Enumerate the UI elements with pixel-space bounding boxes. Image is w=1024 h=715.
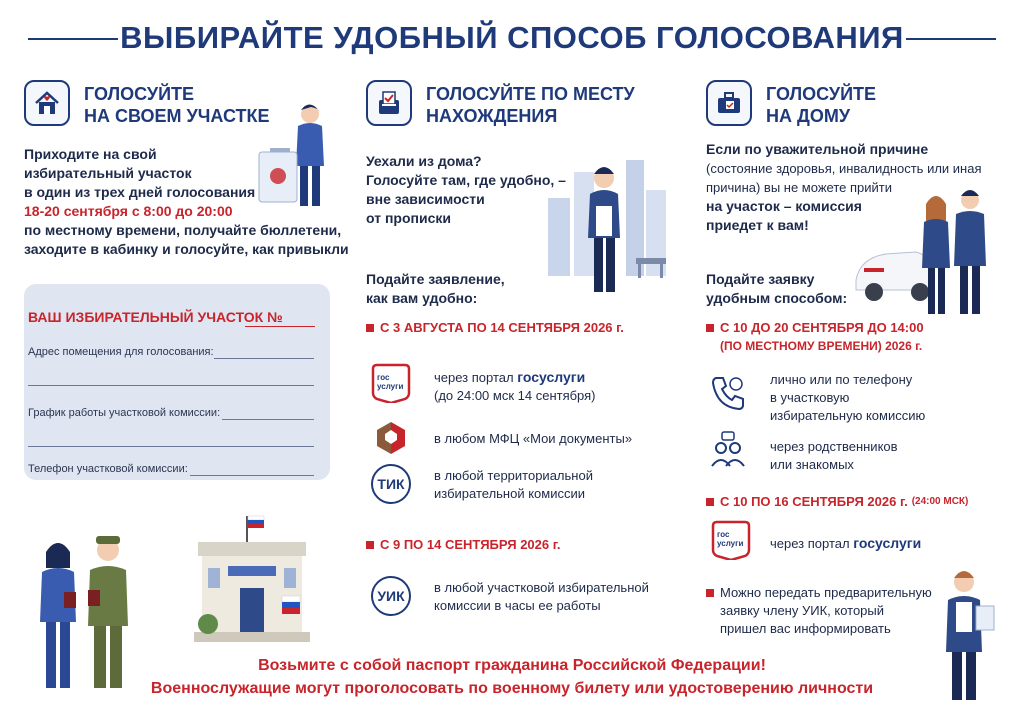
col3-p7: удобным способом: xyxy=(706,290,848,306)
page-title: ВЫБИРАЙТЕ УДОБНЫЙ СПОСОБ ГОЛОСОВАНИЯ xyxy=(120,20,904,55)
bullet-icon xyxy=(706,589,714,597)
col3-item-portal xyxy=(770,534,921,553)
col3-period2 xyxy=(706,494,968,509)
col2-p4: от прописки xyxy=(366,210,451,226)
col1-title-l1: ГОЛОСУЙТЕ xyxy=(84,84,195,104)
footer-military-note: Военнослужащие могут проголосовать по военному билету или удостоверению личности xyxy=(150,680,874,697)
gosuslugi-link-2[interactable]: госуслуги xyxy=(853,535,922,551)
people-icon xyxy=(708,430,748,470)
col3-item-relatives xyxy=(770,438,898,474)
col3-p5: приедет к вам! xyxy=(706,217,809,233)
col2-p1: Уехали из дома? xyxy=(366,153,482,169)
home-visit-illustration xyxy=(852,184,1002,324)
precinct-card-title xyxy=(28,309,283,325)
gosuslugi-link[interactable]: госуслуги xyxy=(517,369,586,385)
col2-apply-text xyxy=(366,270,505,308)
col2-period1-text: С 3 АВГУСТА ПО 14 СЕНТЯБРЯ 2026 г. xyxy=(380,320,624,335)
col2-item1-deadline: (до 24:00 мск 14 сентября) xyxy=(434,388,596,403)
col3-p6: Подайте заявку xyxy=(706,271,815,287)
gosuslugi-logo-icon-2[interactable] xyxy=(709,520,753,560)
house-icon xyxy=(24,80,70,126)
col3-note-l2: заявку члену УИК, который xyxy=(720,603,885,618)
gos-logo-2-l1: гос xyxy=(717,530,730,539)
col2-item-uik xyxy=(434,579,649,615)
phone-icon xyxy=(708,372,748,412)
col2-text xyxy=(366,152,566,228)
bullet-icon xyxy=(366,541,374,549)
col1-p6: заходите в кабинку и голосуйте, как привыкли xyxy=(24,241,349,257)
col1-p1: Приходите на свой xyxy=(24,146,157,162)
col2-period1 xyxy=(366,320,624,335)
bullet-icon xyxy=(366,324,374,332)
col3-p2: (состояние здоровья, инвалидность или иная xyxy=(706,161,982,176)
col2-item4-l1: в любой участковой избирательной xyxy=(434,580,649,595)
card-phone-label: Телефон участковой комиссии: xyxy=(28,463,188,475)
ballot-box-icon xyxy=(366,80,412,126)
col3-period1 xyxy=(706,320,924,353)
bullet-icon xyxy=(706,498,714,506)
card-schedule-label: График работы участковой комиссии: xyxy=(28,407,221,419)
uik-icon: УИК xyxy=(371,576,411,616)
col3-p4: на участок – комиссия xyxy=(706,198,862,214)
col3-item3-text: через портал xyxy=(770,536,850,551)
precinct-card-title-text: ВАШ ИЗБИРАТЕЛЬНЫЙ УЧАСТОК № xyxy=(28,309,283,325)
col2-item3-l2: избирательной комиссии xyxy=(434,486,585,501)
col3-note-l1: Можно передать предварительную xyxy=(720,585,932,600)
col3-item1-l1: лично или по телефону xyxy=(770,372,913,387)
col1-title xyxy=(84,83,269,127)
col3-item1-l3: избирательную комиссию xyxy=(770,408,926,423)
precinct-number-line[interactable] xyxy=(245,326,315,327)
col2-title-l2: НАХОЖДЕНИЯ xyxy=(426,106,558,126)
col3-apply-text xyxy=(706,270,847,308)
col3-p1: Если по уважительной причине xyxy=(706,141,929,157)
col2-title xyxy=(426,83,635,127)
col3-item1-l2: в участковую xyxy=(770,390,850,405)
mfc-logo-icon xyxy=(375,420,407,456)
col3-title xyxy=(766,83,876,127)
col1-voting-dates: 18-20 сентября с 8:00 до 20:00 xyxy=(24,203,233,219)
col2-p5: Подайте заявление, xyxy=(366,271,505,287)
col2-title-l1: ГОЛОСУЙТЕ ПО МЕСТУ xyxy=(426,84,635,104)
col2-item-tik xyxy=(434,467,593,503)
bullet-icon xyxy=(706,324,714,332)
briefcase-icon xyxy=(706,80,752,126)
gos-logo-l2: услуги xyxy=(377,382,404,391)
col3-note-l3: пришел вас информировать xyxy=(720,621,891,636)
col2-item-portal xyxy=(434,368,596,405)
col2-item-mfc: в любом МФЦ «Мои документы» xyxy=(434,431,633,446)
col3-period2-time: (24:00 МСК) xyxy=(911,496,969,507)
col3-item2-l1: через родственников xyxy=(770,439,898,454)
card-schedule-line-1[interactable] xyxy=(222,419,314,420)
col2-period2 xyxy=(366,537,560,552)
col3-period1-l2: (ПО МЕСТНОМУ ВРЕМЕНИ) 2026 г. xyxy=(720,339,923,353)
gos-logo-l1: гос xyxy=(377,373,390,382)
col1-title-l2: НА СВОЕМ УЧАСТКЕ xyxy=(84,106,270,126)
col3-period2-text: С 10 ПО 16 СЕНТЯБРЯ 2026 г. xyxy=(720,494,908,509)
col2-p3: вне зависимости xyxy=(366,191,485,207)
footer-passport-note: Возьмите с собой паспорт гражданина Российской Федерации! xyxy=(258,657,766,674)
card-schedule-line-2[interactable] xyxy=(28,446,314,447)
card-address-label: Адрес помещения для голосования: xyxy=(28,346,214,358)
col3-title-l1: ГОЛОСУЙТЕ xyxy=(766,84,877,104)
card-address-line-2[interactable] xyxy=(28,385,314,386)
col2-period2-text: С 9 ПО 14 СЕНТЯБРЯ 2026 г. xyxy=(380,537,561,552)
gos-logo-2-l2: услуги xyxy=(717,539,744,548)
col2-item3-l1: в любой территориальной xyxy=(434,468,593,483)
gosuslugi-logo-icon[interactable] xyxy=(369,363,413,403)
col3-note xyxy=(706,584,932,638)
col1-p5: по местному времени, получайте бюллетени, xyxy=(24,222,342,238)
col2-item4-l2: комиссии в часы ее работы xyxy=(434,598,601,613)
tik-icon: ТИК xyxy=(371,464,411,504)
col2-item1-text: через портал xyxy=(434,370,514,385)
card-address-line-1[interactable] xyxy=(214,358,314,359)
col3-item2-l2: или знакомых xyxy=(770,457,854,472)
citizens-illustration xyxy=(24,530,144,702)
polling-station-illustration xyxy=(188,512,316,648)
card-phone-line[interactable] xyxy=(190,475,314,476)
traveler-illustration xyxy=(540,150,672,302)
col1-text xyxy=(24,145,349,259)
col2-p6: как вам удобно: xyxy=(366,290,478,306)
col3-title-l2: НА ДОМУ xyxy=(766,106,851,126)
col3-period1-l1: С 10 ДО 20 СЕНТЯБРЯ ДО 14:00 xyxy=(720,320,924,335)
col3-p3: причина) вы не можете прийти xyxy=(706,180,892,195)
col3-item-phone xyxy=(770,371,925,425)
col1-p3: в один из трех дней голосования xyxy=(24,184,256,200)
col1-p2: избирательный участок xyxy=(24,165,192,181)
col2-p2: Голосуйте там, где удобно, – xyxy=(366,172,566,188)
